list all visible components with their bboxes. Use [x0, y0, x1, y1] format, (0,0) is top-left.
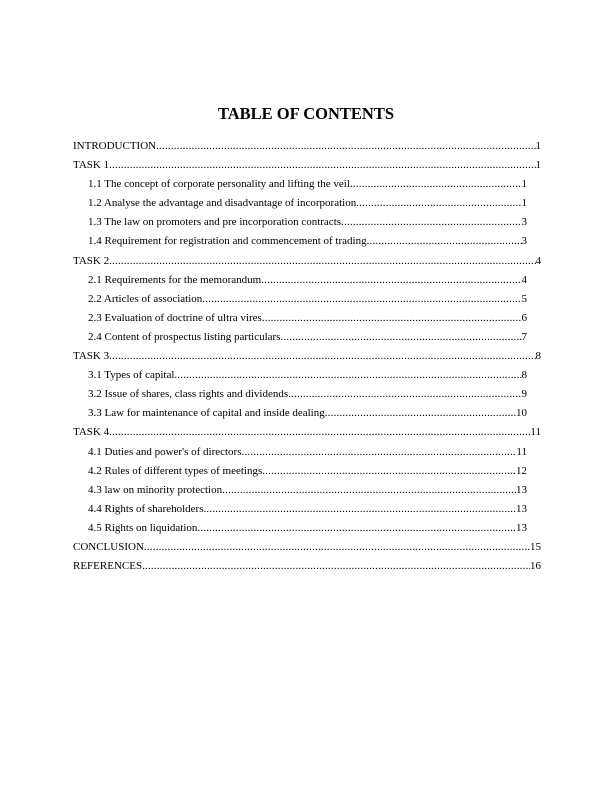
dot-leader [109, 156, 535, 175]
dot-leader [262, 462, 516, 481]
toc-entry[interactable] [88, 175, 527, 194]
dot-leader [203, 500, 516, 519]
toc-entry[interactable] [88, 213, 527, 232]
toc-entry-page: 15 [530, 540, 541, 553]
toc-entry-label: REFERENCES [73, 560, 143, 573]
toc-entry[interactable] [73, 557, 541, 576]
toc-entry-label: 4.2 Rules of different types of meetings [88, 464, 263, 477]
toc-entry-page: 6 [521, 311, 527, 324]
dot-leader [262, 309, 522, 328]
toc-entry-label: TASK 3 [73, 350, 110, 363]
dot-leader [350, 175, 522, 194]
toc-entry[interactable] [88, 232, 527, 251]
dot-leader [144, 538, 530, 557]
toc-entry-page: 13 [516, 502, 527, 515]
toc-entry[interactable] [88, 290, 527, 309]
dot-leader [174, 366, 521, 385]
toc-entry[interactable] [88, 443, 527, 462]
toc-entry-page: 5 [521, 292, 527, 305]
toc-entry-page: 1 [535, 159, 541, 172]
toc-entry-label: 1.1 The concept of corporate personality and lifting the veil [88, 178, 350, 191]
dot-leader [109, 347, 535, 366]
toc-entry[interactable] [88, 194, 527, 213]
toc-entry-label: 1.4 Requirement for registration and commencement of trading [88, 235, 367, 248]
toc-entry-page: 1 [535, 140, 541, 152]
toc-entry[interactable] [88, 519, 527, 538]
toc-entry-label: 1.3 The law on promoters and pre incorporation contracts [88, 216, 342, 229]
toc-entry-label: 3.3 Law for maintenance of capital and inside dealing [88, 407, 325, 420]
toc-entry-label: 3.1 Types of capital [88, 369, 175, 382]
dot-leader [202, 290, 521, 309]
toc-entry[interactable] [73, 347, 541, 366]
toc-entry-label: 2.4 Content of prospectus listing particulars [88, 330, 281, 343]
dot-leader [261, 271, 521, 290]
toc-entry-label: 2.2 Articles of association [88, 292, 203, 305]
toc-entry-label: CONCLUSION [73, 540, 144, 553]
toc-entry-label: 2.3 Evaluation of doctrine of ultra vires [88, 311, 262, 324]
toc-entry[interactable] [88, 462, 527, 481]
dot-leader [367, 232, 522, 251]
toc-entry-page: 8 [521, 369, 527, 382]
dot-leader [242, 443, 517, 462]
toc-entry-label: INTRODUCTION [73, 140, 157, 152]
toc-entry[interactable] [88, 500, 527, 519]
dot-leader [109, 252, 535, 271]
toc-entry-label: 4.4 Rights of shareholders [88, 502, 204, 515]
toc-entry-page: 16 [530, 560, 541, 573]
toc-entry-label: 4.3 law on minority protection [88, 483, 223, 496]
dot-leader [197, 519, 516, 538]
toc-entry[interactable] [88, 328, 527, 347]
toc-entry[interactable] [73, 137, 541, 156]
table-of-contents [73, 137, 541, 576]
toc-entry-page: 4 [521, 273, 527, 286]
dot-leader [288, 385, 521, 404]
toc-entry-label: 1.2 Analyse the advantage and disadvantage of incorporation [88, 197, 357, 210]
toc-entry-label: 4.1 Duties and power's of directors [88, 445, 242, 458]
toc-entry[interactable] [73, 252, 541, 271]
toc-entry-page: 11 [516, 445, 527, 458]
toc-entry-label: 3.2 Issue of shares, class rights and dividends [88, 388, 289, 401]
toc-entry[interactable] [88, 271, 527, 290]
toc-entry-page: 11 [530, 426, 541, 439]
dot-leader [156, 137, 535, 156]
dot-leader [356, 194, 521, 213]
toc-entry-label: TASK 4 [73, 426, 110, 439]
toc-entry-page: 1 [521, 178, 527, 191]
toc-entry[interactable] [73, 156, 541, 175]
toc-entry[interactable] [88, 309, 527, 328]
toc-entry-label: TASK 2 [73, 254, 110, 267]
toc-entry-page: 12 [516, 464, 527, 477]
dot-leader [222, 481, 516, 500]
dot-leader [280, 328, 521, 347]
toc-entry-page: 8 [535, 350, 541, 363]
toc-entry[interactable] [88, 366, 527, 385]
toc-entry-page: 13 [516, 483, 527, 496]
toc-entry[interactable] [88, 385, 527, 404]
toc-entry-page: 1 [521, 197, 527, 210]
toc-entry-page: 10 [516, 407, 527, 420]
toc-entry-page: 13 [516, 521, 527, 534]
page-title: TABLE OF CONTENTS [217, 104, 395, 123]
dot-leader [341, 213, 521, 232]
toc-entry-label: 2.1 Requirements for the memorandum [88, 273, 262, 286]
dot-leader [142, 557, 530, 576]
toc-entry-page: 3 [521, 216, 527, 229]
toc-entry-label: TASK 1 [73, 159, 110, 172]
dot-leader [325, 404, 516, 423]
toc-entry[interactable] [73, 423, 541, 442]
toc-entry[interactable] [88, 404, 527, 423]
toc-entry-page: 4 [535, 254, 541, 267]
toc-entry[interactable] [88, 481, 527, 500]
toc-entry-page: 3 [521, 235, 527, 248]
toc-entry-page: 7 [521, 330, 527, 343]
toc-entry[interactable] [73, 538, 541, 557]
dot-leader [109, 423, 530, 442]
toc-entry-label: 4.5 Rights on liquidation [88, 521, 198, 534]
toc-entry-page: 9 [521, 388, 527, 401]
